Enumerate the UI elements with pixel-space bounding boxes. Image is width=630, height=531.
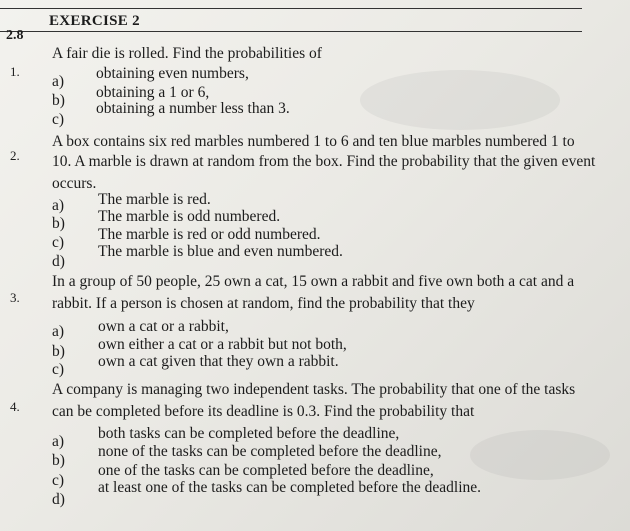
part-text: own a cat given that they own a rabbit. (98, 353, 339, 370)
part-letter: a) (52, 433, 65, 450)
question-text-line: rabbit. If a person is chosen at random, find the probability that they (52, 295, 475, 312)
paper-smudge (470, 430, 610, 480)
part-letter: d) (52, 253, 65, 270)
part-letter: c) (52, 472, 65, 489)
part-letter: d) (52, 491, 65, 508)
question-number: 2. (10, 148, 20, 163)
part-letter: a) (52, 73, 65, 90)
section-number: 2.8 (6, 28, 24, 43)
part-letter: a) (52, 323, 65, 340)
part-text: obtaining a 1 or 6, (96, 84, 210, 101)
part-letter: a) (52, 197, 65, 214)
part-letter: c) (52, 111, 65, 128)
part-text: The marble is odd numbered. (98, 208, 281, 225)
question-text-line: A company is managing two independent tasks. The probability that one of the tasks (52, 381, 576, 398)
question-text-line: occurs. (52, 175, 97, 192)
question-text-line: 10. A marble is drawn at random from the box. Find the probability that the given event (52, 153, 596, 170)
question-number: 1. (10, 64, 20, 79)
heading-rule (0, 31, 582, 32)
question-text-line: A fair die is rolled. Find the probabilities of (52, 45, 322, 62)
top-rule (0, 8, 582, 9)
part-text: at least one of the tasks can be completed before the deadline. (98, 479, 482, 496)
part-letter: c) (52, 234, 65, 251)
question-text-line: can be completed before its deadline is 0.3. Find the probability that (52, 403, 475, 420)
question-text-line: A box contains six red marbles numbered 1 to 6 and ten blue marbles numbered 1 to (52, 133, 575, 150)
part-text: both tasks can be completed before the deadline, (98, 425, 400, 442)
part-letter: b) (52, 343, 65, 360)
part-text: The marble is red or odd numbered. (98, 226, 321, 243)
question-text-line: In a group of 50 people, 25 own a cat, 15 own a rabbit and five own both a cat and a (52, 273, 575, 290)
part-text: obtaining a number less than 3. (96, 100, 290, 117)
part-text: own a cat or a rabbit, (98, 318, 229, 335)
part-letter: b) (52, 92, 65, 109)
paper-smudge (360, 70, 560, 130)
question-number: 3. (10, 290, 20, 305)
part-text: none of the tasks can be completed before the deadline, (98, 443, 442, 460)
part-text: The marble is blue and even numbered. (98, 243, 343, 260)
exercise-heading: EXERCISE 2 (49, 13, 140, 29)
part-text: obtaining even numbers, (96, 65, 249, 82)
part-text: one of the tasks can be completed before the deadline, (98, 462, 434, 479)
part-letter: b) (52, 215, 65, 232)
part-text: own either a cat or a rabbit but not both, (98, 336, 347, 353)
question-number: 4. (10, 399, 20, 414)
part-letter: b) (52, 452, 65, 469)
part-letter: c) (52, 361, 65, 378)
part-text: The marble is red. (98, 191, 211, 208)
